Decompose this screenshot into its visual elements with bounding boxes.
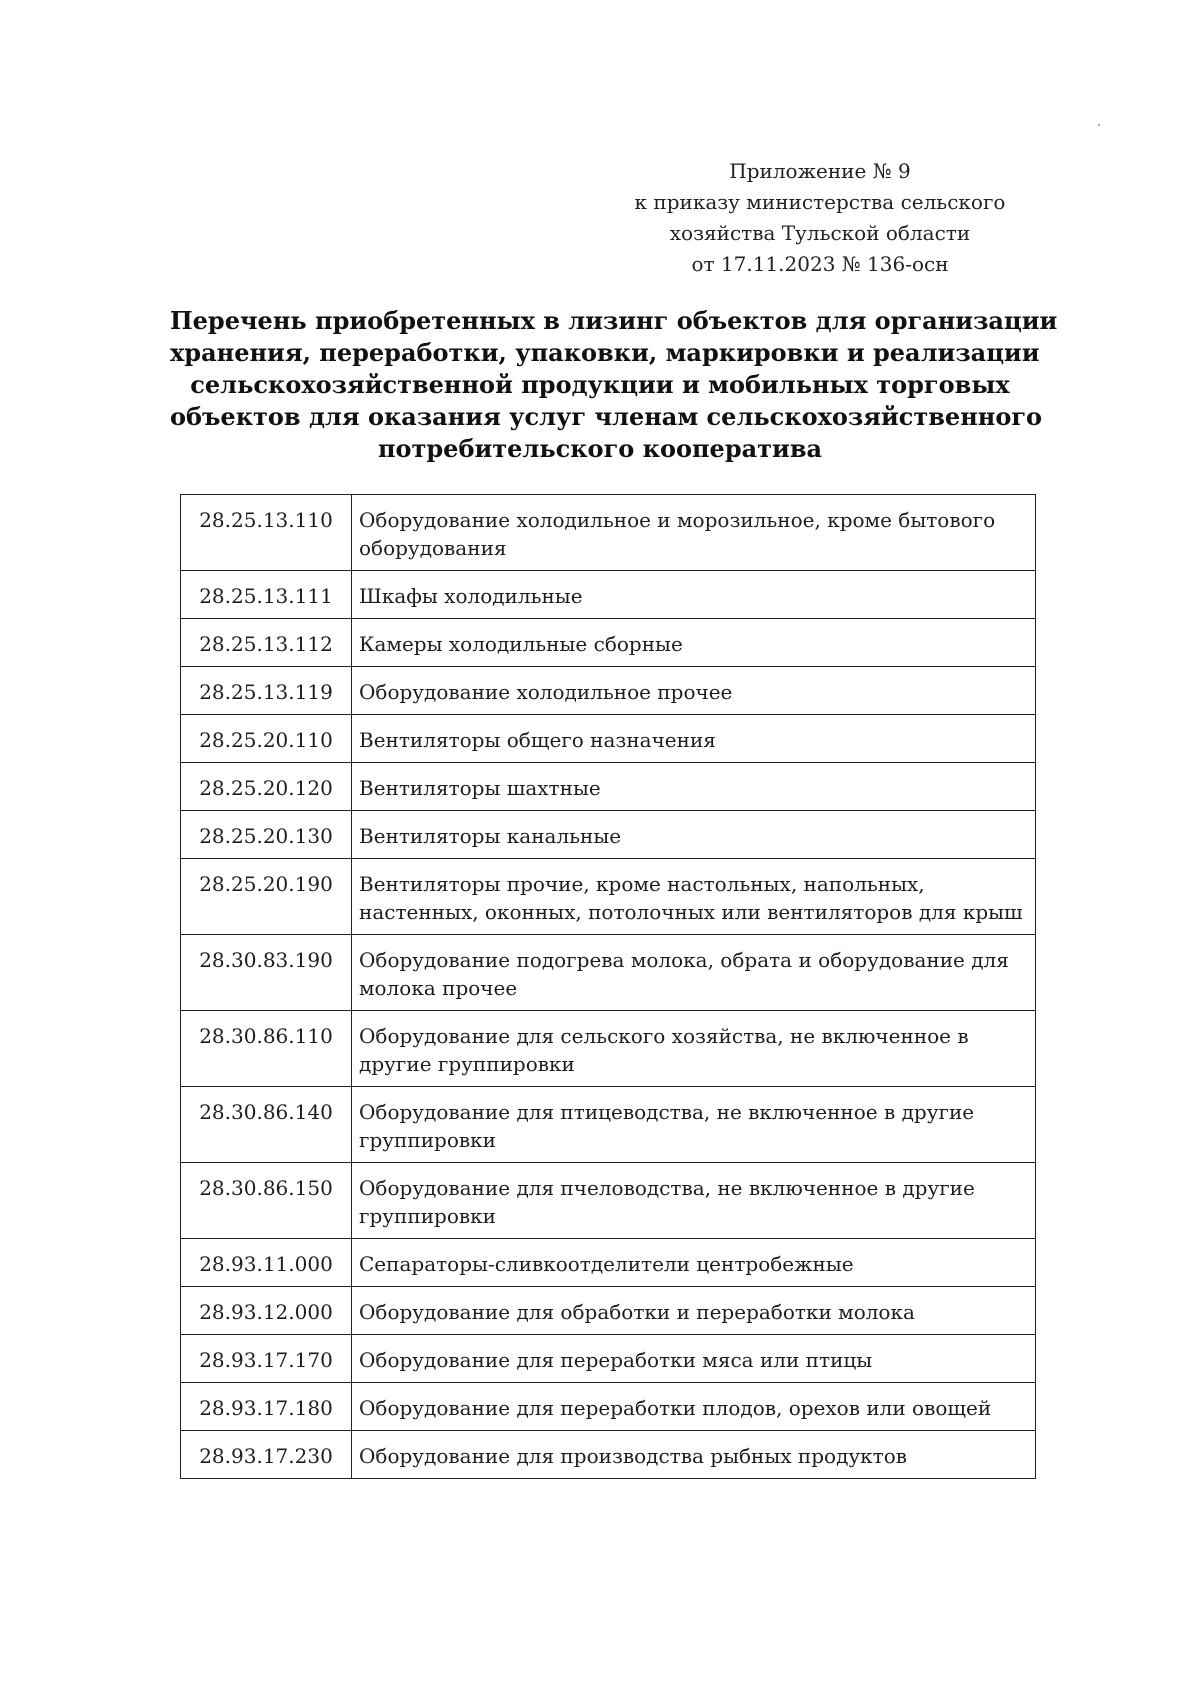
okpd-code-cell: 28.93.17.180 [181,1383,352,1431]
table-row [181,715,1036,763]
okpd-code-cell: 28.25.13.111 [181,571,352,619]
table-row [181,1431,1036,1479]
okpd-code-cell: 28.25.20.110 [181,715,352,763]
okpd-code-cell: 28.30.83.190 [181,935,352,1011]
title-line-4: объектов для оказания услуг членам сельскохозяйственного [170,402,1043,431]
okpd-code-cell: 28.30.86.110 [181,1011,352,1087]
equipment-name-cell: Вентиляторы прочие, кроме настольных, напольных, настенных, оконных, потолочных или вентиляторов для крыш [352,859,1036,935]
table-row [181,811,1036,859]
okpd-code-cell: 28.93.12.000 [181,1287,352,1335]
okpd-code-cell: 28.30.86.140 [181,1087,352,1163]
title-line-1: Перечень приобретенных в лизинг объектов для организации [170,306,1058,335]
equipment-name-cell: Камеры холодильные сборные [352,619,1036,667]
okpd-code-cell: 28.25.20.120 [181,763,352,811]
table-row [181,859,1036,935]
document-title [170,305,1058,465]
annex-order-date: от 17.11.2023 № 136-осн [691,252,949,276]
okpd-code-cell: 28.25.13.112 [181,619,352,667]
equipment-name-cell: Оборудование для птицеводства, не включенное в другие группировки [352,1087,1036,1163]
okpd-code-cell: 28.30.86.150 [181,1163,352,1239]
okpd-code-cell: 28.25.20.130 [181,811,352,859]
table-row [181,1239,1036,1287]
okpd-code-cell: 28.93.11.000 [181,1239,352,1287]
equipment-name-cell: Оборудование для сельского хозяйства, не включенное в другие группировки [352,1011,1036,1087]
equipment-name-cell: Вентиляторы канальные [352,811,1036,859]
table-row [181,763,1036,811]
equipment-table [180,494,1036,1479]
table-row [181,1383,1036,1431]
equipment-name-cell: Оборудование для производства рыбных продуктов [352,1431,1036,1479]
annex-order-ref: к приказу министерства сельского [634,190,1006,214]
equipment-name-cell: Вентиляторы общего назначения [352,715,1036,763]
title-line-3: сельскохозяйственной продукции и мобильных торговых [190,370,1010,399]
title-line-5: потребительского кооператива [377,434,823,463]
table-row [181,1335,1036,1383]
equipment-name-cell: Оборудование для переработки мяса или птицы [352,1335,1036,1383]
okpd-code-cell: 28.25.13.119 [181,667,352,715]
okpd-code-cell: 28.93.17.230 [181,1431,352,1479]
okpd-code-cell: 28.25.13.110 [181,495,352,571]
equipment-name-cell: Вентиляторы шахтные [352,763,1036,811]
equipment-name-cell: Оборудование для переработки плодов, орехов или овощей [352,1383,1036,1431]
equipment-name-cell: Шкафы холодильные [352,571,1036,619]
equipment-name-cell: Оборудование подогрева молока, обрата и оборудование для молока прочее [352,935,1036,1011]
table-row [181,571,1036,619]
annex-ministry: хозяйства Тульской области [669,221,971,245]
table-row [181,667,1036,715]
table-row [181,1163,1036,1239]
equipment-name-cell: Оборудование холодильное и морозильное, кроме бытового оборудования [352,495,1036,571]
equipment-name-cell: Оборудование холодильное прочее [352,667,1036,715]
annex-header [580,156,1060,280]
equipment-name-cell: Сепараторы-сливкоотделители центробежные [352,1239,1036,1287]
okpd-code-cell: 28.25.20.190 [181,859,352,935]
table-row [181,1011,1036,1087]
table-row [181,495,1036,571]
table-row [181,935,1036,1011]
okpd-code-cell: 28.93.17.170 [181,1335,352,1383]
table-row [181,1287,1036,1335]
title-line-2: хранения, переработки, упаковки, маркировки и реализации [170,338,1040,367]
equipment-name-cell: Оборудование для пчеловодства, не включенное в другие группировки [352,1163,1036,1239]
equipment-name-cell: Оборудование для обработки и переработки молока [352,1287,1036,1335]
scan-speck [1098,124,1100,126]
annex-number: Приложение № 9 [729,159,911,183]
table-row [181,619,1036,667]
table-row [181,1087,1036,1163]
